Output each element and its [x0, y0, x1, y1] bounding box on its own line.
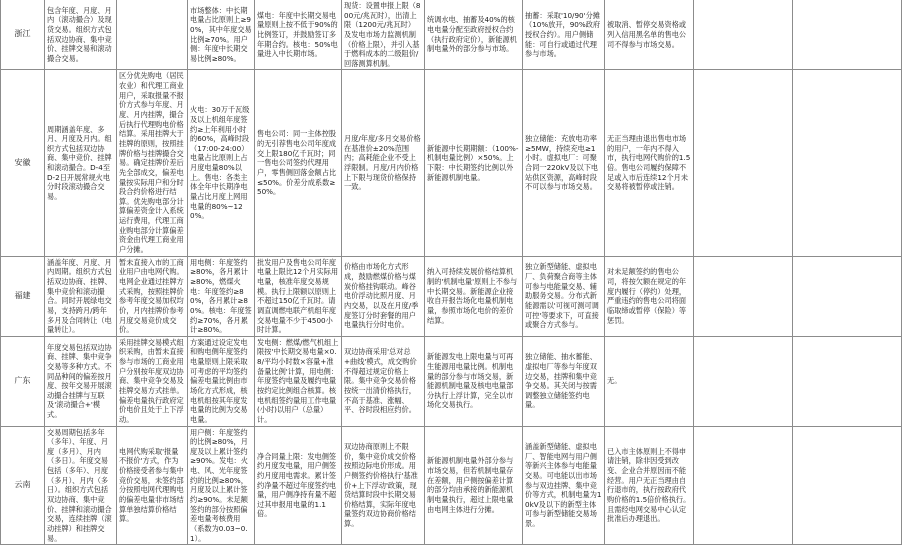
- table-cell: 双边协商原则上不限价，集中竞价成交价格按照边际电价形成。用户侧签约价格执行'基准价+上下浮动'政策，现货结算时段中长期交易价格结算，实际年度电量签约双边协商价格结算。: [342, 426, 425, 545]
- table-cell: 纳入可持续发展价格结算机制的'机制电量'原则上不参与中长期交易。新能源企业接收自开报告场化电量机制电量，参照市场化电价的差价结算。: [425, 256, 523, 336]
- province-cell: 浙江: [1, 0, 45, 70]
- table-cell: [694, 256, 793, 336]
- table-cell: 售电公司：同一主体控股的无引荐售电公司年度成交上限180亿千瓦时；同一售电公司签约代理用户，零售侧回落金额占比≤50%。价差分成系数≥50%。: [255, 70, 342, 256]
- table-cell: 无正当理由退出售电市场的用户，一年内不得入市，执行电网代购价的1.5倍。售电公司履约保障不足或入市后连续12个月未交易将被暂停或注销。: [605, 70, 694, 256]
- table-cell: 独立储能、抽水蓄能、虚拟电厂等参与年度双边交易，挂牌和集中竞争交易。其关闭与按需调整独立储能签约电量。: [523, 336, 605, 426]
- table-cell: [793, 0, 902, 70]
- table-cell: 新能源发电上限电量与可再生能源用电量比例。机制电量的部分参与市场交易，新能源机制电量及核电电量部分执行上浮计算，完全以市场化交易执行。: [425, 336, 523, 426]
- table-cell: 涵盖新型储能、虚拟电厂、智能电网与用户侧等新兴主体参与电能量交易。可电能以出市场参与双边挂牌、集中竞价等方式，机制电量为10kV及以下的新型主体可参与新型储能交易场景。: [523, 426, 605, 545]
- table-cell: 周期涵盖年度、多月、月度及月内。组织方式包括双边协商、集中竞价、挂牌和滚动撮合。D-4至D-2日开展常规火电分时段滚动撮合交易。: [45, 70, 117, 256]
- table-row: [1, 426, 902, 545]
- table-cell: 用电侧：年度签约≥80%，各月累计≥80%，燃煤火电：年度签约≥80%，各月累计≥80%。核电：年度签约≥70%，各月累计≥80%。: [188, 256, 255, 336]
- table-cell: 煤电：年度中长期交易电量原则上按不低于90%的比例签订，并鼓励签订多年期合约。核电：50%电量进入中长期市场。: [255, 0, 342, 70]
- table-cell: 月度/年度/多月交易价格在基准价±20%范围内；高耗能企业不受上浮限制。月度/月内价格上下限与现货价格保持一致。: [342, 70, 425, 256]
- table-cell: 新能源机制电量外部分参与市场交易，但若机制电量存在差额，用户侧按偏差计算的部分均由承接的新能源机制电量执行，超过上限电量由电网主体进行分摊。: [425, 426, 523, 545]
- table-cell: 涵盖年度、月度、月内周期。组织方式包括双边协商、挂牌、集中竞价和滚动撮合。同时开展绿电交易，支持跨月/跨年多月及合同转让（电量转让）。: [45, 256, 117, 336]
- table-cell: 被取消、暂停交易资格或列入信用黑名单的售电公司不得参与市场交易。: [605, 0, 694, 70]
- table-cell: 区分优先购电（居民农业）和代理工商业用户，采取报量不报价方式参与年度、月度、月内挂牌，撮合后执行代理购电价格结算。采用挂牌大于挂牌的原则，按照挂牌价格与挂牌撮合交易。确定挂牌价差后先全部成交，偏差电量按实际用户和分时段合约价格进行结算。优先购电部分计算偏差资金计入系统运行费用，代理工商业购电部分计算偏差资金由代理工商业用户分摊。: [117, 70, 188, 256]
- table-cell: 方案通过设定发电和购电侧年度签约电量原则上限采取可考虑的平均签约偏差电量比例由市场化方式形成，核电机组按其年度发电量的比例为交易电量。: [188, 336, 255, 426]
- table-cell: [793, 426, 902, 545]
- table-cell: 暂未直接入市的工商业用户由电网代购。电网企业通过挂牌方式采购，按照挂牌价参考年度交易加权均价，月内挂牌价参考月度交易竞价成交价。: [117, 256, 188, 336]
- table-cell: 双边协商采用'总对总+曲线'模式，成交购价不得超过规定价格上限。集中竞争交易价格按统一出清价格执行，不高于基准、涨幅、平、谷时段相应约价。: [342, 336, 425, 426]
- table-cell: 对未足额签约的售电公司，将按欠额在规定的年度内履行（停约）处理，严重违约的售电公司将面临取缔或暂停（保险）等惩罚。: [605, 256, 694, 336]
- table-cell: 现货：设置申报上限（800元/兆瓦时），出清上限（1200元/兆瓦时）及发电市场力监测机制（价格上限），并引入基于燃料成本的二级阻价/回落测算机制。: [342, 0, 425, 70]
- table-cell: 年度交易包括双边协商、挂牌、集中竞争交易等多种方式。不同品种间的偏差按月度、按年交易开展滚动撮合挂牌与互联及'滚动撮合+'模式。: [45, 336, 117, 426]
- table-cell: [694, 0, 793, 70]
- table-cell: [793, 256, 902, 336]
- table-cell: 已入市主体原则上不得申请注销，除非因受到改变、企业合并原因而不能经营。用户无正当理由自行退市的，执行按政府代购价格的1.5倍价格执行。且需经电网交易中心认定批准后办理退出。: [605, 426, 694, 545]
- table-cell: 市场整体：中长期电量占比原则上≥90%，其中年度交易比例≥70%。用户侧：年度中长期交易比例≥80%。: [188, 0, 255, 70]
- table-cell: 批发用户及售电公司年度电量上限比12个月实际用电量，核准年度交易规模。执行上限额以原则上不超过150亿千瓦时。请调直调燃电联产机组年度交易电量不少于4500小时计算。: [255, 256, 342, 336]
- table-cell: 价格由市场化方式形成，鼓励燃煤价格与煤炭价格挂钩联动。峰谷电价浮动比照月度、月内交易，以及在月度/季度签订分时套餐的用户电量执行分时电价。: [342, 256, 425, 336]
- table-cell: [694, 336, 793, 426]
- table-cell: [694, 70, 793, 256]
- table-row: [1, 0, 902, 70]
- table-cell: 抽蓄：采取'10/90'分摊（10%放开，90%政府授权合约）。用户侧储能：可自行或通过代理参与市场。: [523, 0, 605, 70]
- table-cell: [793, 70, 902, 256]
- province-cell: 福建: [1, 256, 45, 336]
- table-cell: 新能源中长期期额：（100%-机制电量比例）×50%。上下限：中长期签约比例以外新能源机制电量。: [425, 70, 523, 256]
- table-cell: [694, 426, 793, 545]
- table-cell: 发电侧：燃煤/燃气机组上限按'中长期交易电量×0.8/平均小时数×容量+准备量比例'计算，用电侧：年度签约电量及履约电量按约定比例组合核算。核电机组签约量用工作电量(小时)以用户（总量）计。: [255, 336, 342, 426]
- table-cell: 交易周期包括多年（多年）、年度、月度（多月）、月内（多日）。年度交易包括（多年）、月度（多月）、月内（多日）。组织方式包括双边协商、集中竞价、挂牌和滚动撮合交易，连续挂牌（滚动挂牌）和挂牌交易。: [45, 426, 117, 545]
- province-cell: 广东: [1, 336, 45, 426]
- table-cell: 无。: [605, 336, 694, 426]
- table-cell: 用户侧：年度签约的比例≥80%，月度及以上累计签约≥90%。发电：火电、风、光年度签约的比例≥80%，月度及以上累计签约≥90%。未足额签约的部分按照偏差电量考核费用（系数为0.03~0.1）。: [188, 426, 255, 545]
- table-cell: 火电：30万千瓦级及以上机组年度签约≥上年利用小时的60%，高峰时段（17:00-24:00）电量占比原则上占月度电量80%以上。售电：各类主体全年中长期净电量占比月度上网用电量的80%~120%。: [188, 70, 255, 256]
- table-cell: [793, 336, 902, 426]
- province-cell: 云南: [1, 426, 45, 545]
- province-cell: 安徽: [1, 70, 45, 256]
- table-cell: 采用挂牌交易模式组织采购，由暂未直接参与市场的工商业用户分别按年度双边协商、集中竞争交易及挂牌交易方式挂单。偏差电量执行政府定价电价且处于上下浮动。: [117, 336, 188, 426]
- table-row: [1, 70, 902, 256]
- table-cell: [117, 0, 188, 70]
- table-cell: 统调水电、抽蓄及40%的核电电量分配至政府授权合约（执行政府定价），新能源机制电量外的部分参与市场。: [425, 0, 523, 70]
- table-row: [1, 336, 902, 426]
- table-cell: 净合同量上限：发电侧签约月度发电量，用户侧签约月度用电需求。累计签约净量不超过年度签约电量，用户侧净持有量不超过其申报用电量的1.1倍。: [255, 426, 342, 545]
- table-cell: 独立储能：充放电功率≥5MW，持续充电≥1小时。虚拟电厂：可聚合同一220kV及以下电站供区资源，高峰时段不可以参与市场交易。: [523, 70, 605, 256]
- table-cell: 独立新型储能、虚拟电厂、负荷聚合商等主体可参与电能量交易、辅助服务交易。分布式新能源需以'可视可测可调可控'等要求下，可直接或聚合方式参与。: [523, 256, 605, 336]
- table-cell: 电网代购采取'报量不报价'方式，作为价格接受者参与集中竞价交易，未签约部分按照电网代理购电的偏差电量非市场结算单独结算价格结算。: [117, 426, 188, 545]
- table-cell: 包含年度、月度、月内（滚动撮合）及现货交易。组织方式包括双边协商、集中竞价、挂牌交易和滚动撮合交易。: [45, 0, 117, 70]
- table-row: [1, 256, 902, 336]
